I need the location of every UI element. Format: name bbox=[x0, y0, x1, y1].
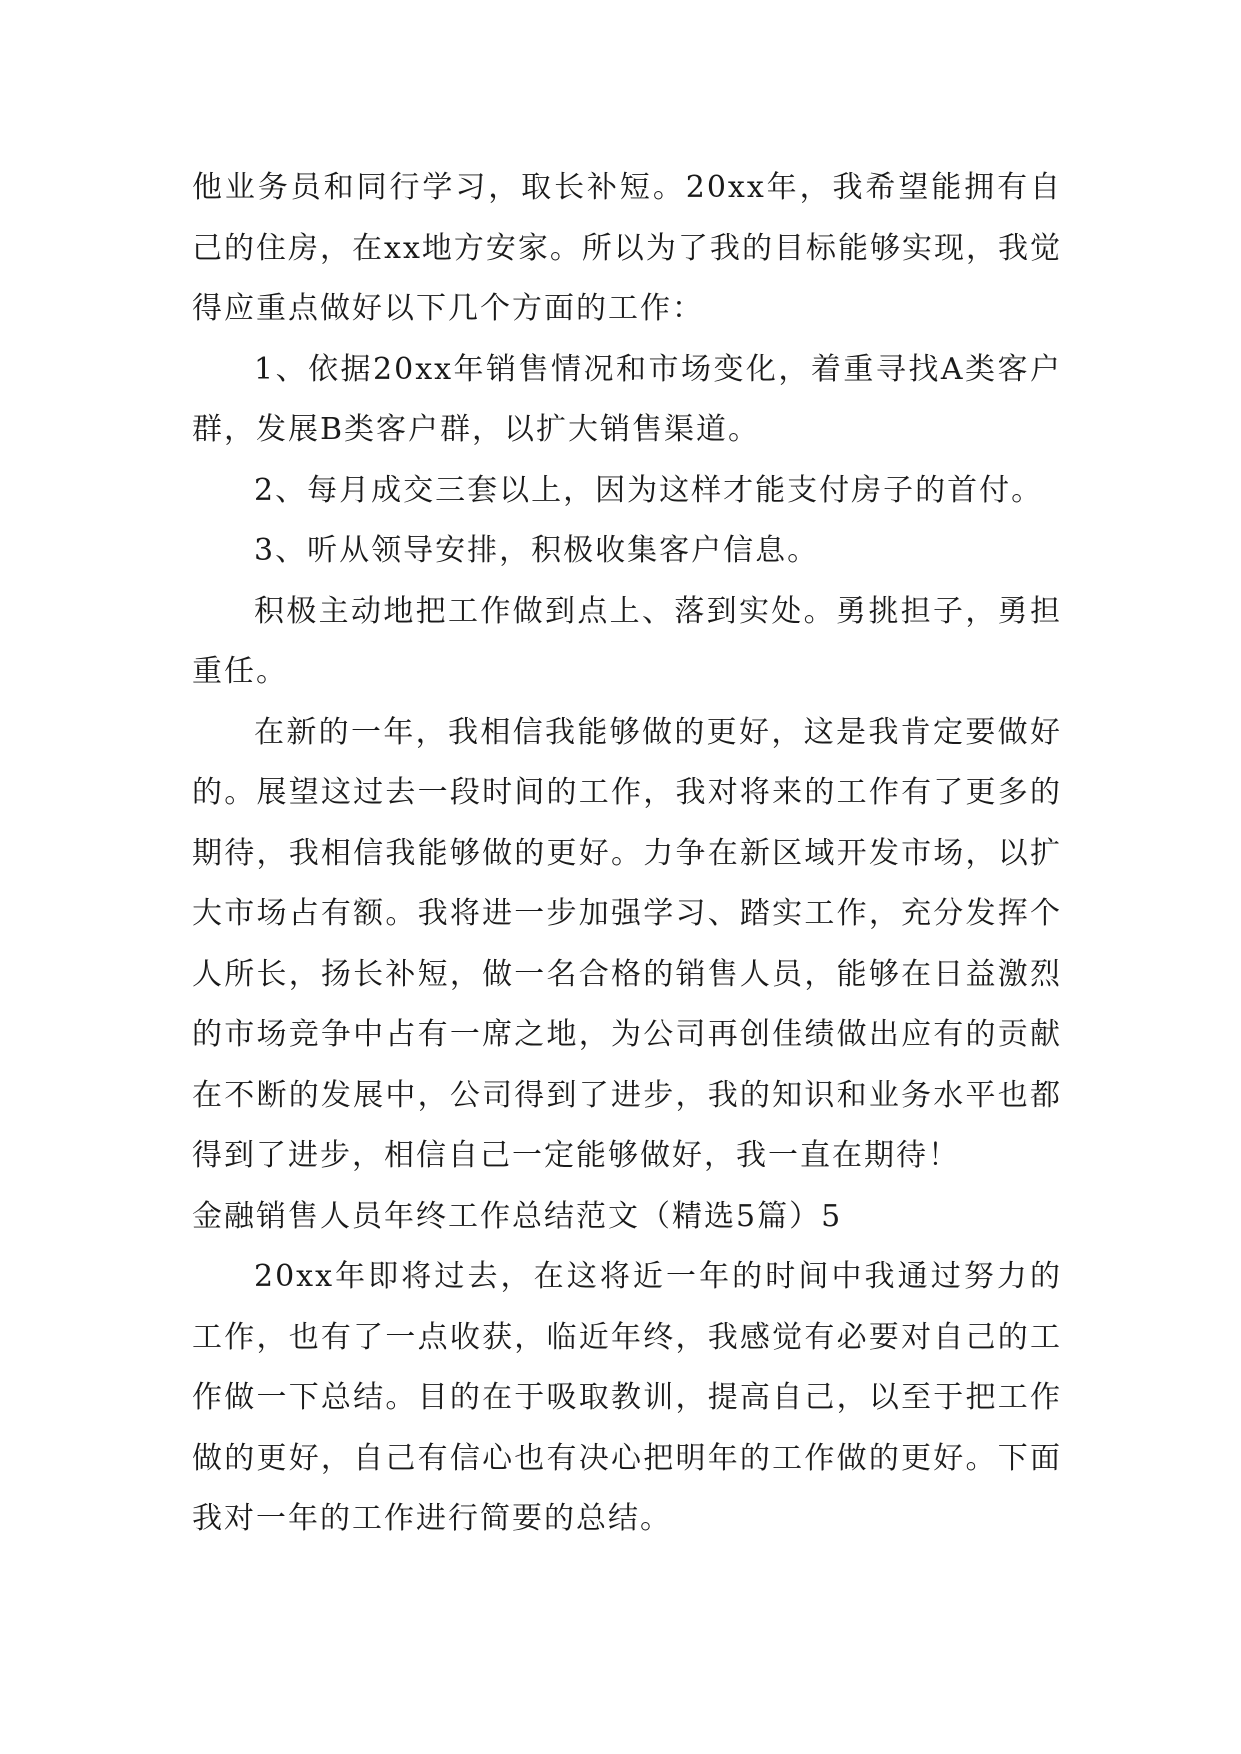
paragraph-intro: 他业务员和同行学习，取长补短。20xx年，我希望能拥有自己的住房，在xx地方安家。所以为了我的目标能够实现，我觉得应重点做好以下几个方面的工作： bbox=[192, 170, 1062, 326]
paragraph-proactive: 积极主动地把工作做到点上、落到实处。勇挑担子，勇担重任。 bbox=[192, 593, 1062, 689]
list-item-3: 3、听从领导安排，积极收集客户信息。 bbox=[254, 533, 820, 568]
document-body bbox=[192, 158, 1062, 1550]
list-item-2: 2、每月成交三套以上，因为这样才能支付房子的首付。 bbox=[254, 472, 1044, 508]
paragraph-new-year: 在新的一年，我相信我能够做的更好，这是我肯定要做好的。展望这过去一段时间的工作，我对将来的工作有了更多的期待，我相信我能够做的更好。力争在新区域开发市场，以扩大市场占有额。我将进一步加强学习、踏实工作，充分发挥个人所长，扬长补短，做一名合格的销售人员，能够在日益激烈的市场竞争中占有一席之地，为公司再创佳绩做出应有的贡献在不断的发展中，公司得到了进步，我的知识和业务水平也都得到了进步，相信自己一定能够做好，我一直在期待！ bbox=[192, 714, 1062, 1173]
list-item-1: 1、依据20xx年销售情况和市场变化，着重寻找A类客户群，发展B类客户群，以扩大销售渠道。 bbox=[192, 351, 1062, 447]
paragraph-summary-intro: 20xx年即将过去，在这将近一年的时间中我通过努力的工作，也有了一点收获，临近年终，我感觉有必要对自己的工作做一下总结。目的在于吸取教训，提高自己，以至于把工作做的更好，自己有信心也有决心把明年的工作做的更好。下面我对一年的工作进行简要的总结。 bbox=[192, 1259, 1062, 1536]
section-heading: 金融销售人员年终工作总结范文（精选5篇）5 bbox=[192, 1198, 843, 1234]
